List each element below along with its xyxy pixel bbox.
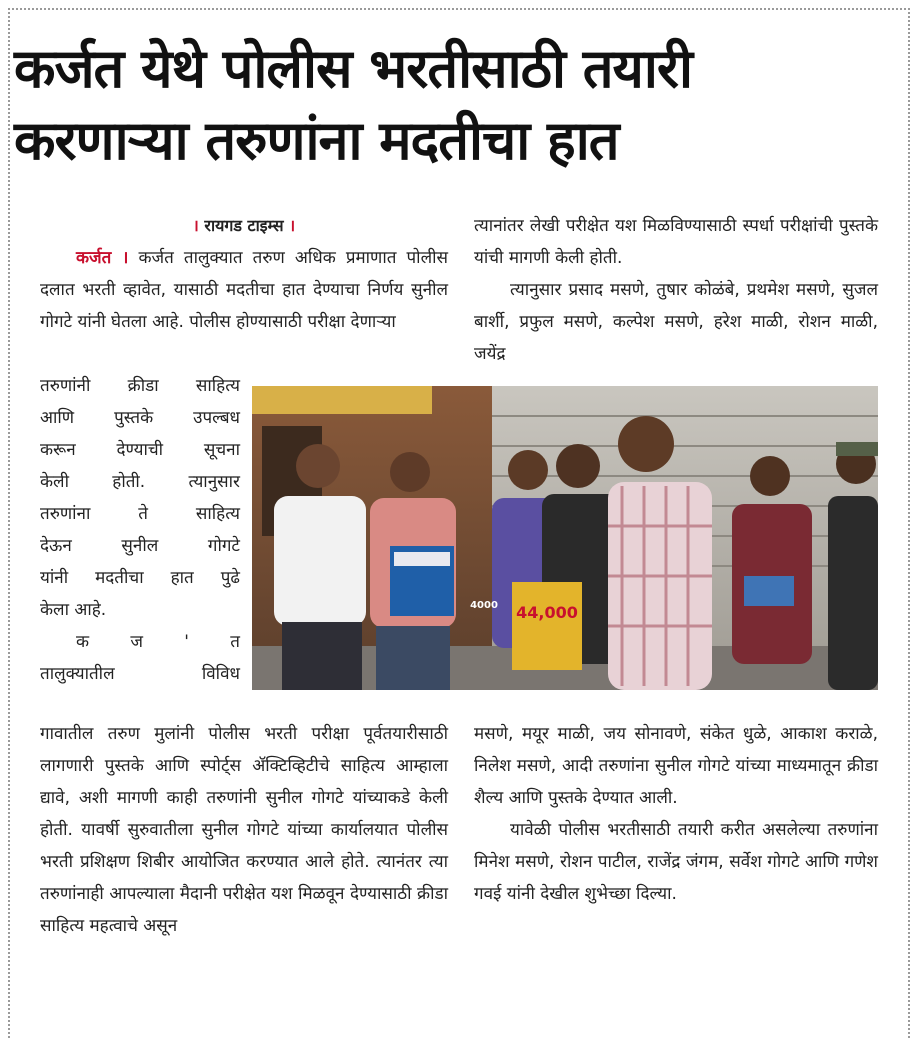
paragraph-2-wrap xyxy=(40,626,240,690)
news-photo xyxy=(252,386,878,690)
wrap-line: करून देण्याची सूचना xyxy=(40,440,240,460)
wrap-line: केली होती. त्यानुसार xyxy=(40,472,240,492)
wrap-line: आणि पुस्तके उपल्बध xyxy=(40,408,240,428)
book-cover-number: 44,000 xyxy=(516,603,578,622)
byline-source: रायगड टाइम्स xyxy=(204,216,284,235)
right-paragraph-1: त्यानांतर लेखी परीक्षेत यश मिळविण्यासाठी स्पर्धा परीक्षांची पुस्तके यांची मागणी केली होती. xyxy=(474,216,878,268)
wrap-line: तरुणांना ते साहित्य xyxy=(40,504,240,524)
right-paragraph-2: त्यानुसार प्रसाद मसणे, तुषार कोळंबे, प्रथमेश मसणे, सुजल बार्शी, प्रफुल मसणे, कल्पेश मसणे, हरेश माळी, रोशन माळी, जयेंद्र xyxy=(474,280,878,364)
wrap-line: क ज ' त xyxy=(76,632,240,652)
paragraph-1-wrap xyxy=(40,370,240,626)
right-paragraph-3: यावेळी पोलीस भरतीसाठी तयारी करीत असलेल्या तरुणांना मिनेश मसणे, रोशन पाटील, राजेंद्र जंगम, सर्वेश गोगटे आणि गणेश गवई यांनी देखील शुभेच्छा दिल्या. xyxy=(474,820,878,904)
wrap-line: देऊन सुनील गोगटे xyxy=(40,536,240,556)
wrap-line: तालुक्यातील विविध xyxy=(40,664,240,684)
left-column-wrap xyxy=(40,370,240,690)
left-column-bottom xyxy=(40,718,448,942)
headline-line-1: कर्जत येथे पोलीस भरतीसाठी तयारी xyxy=(14,37,692,100)
book-cover-number-2: 4000 xyxy=(470,600,498,611)
right-paragraph-2-cont: मसणे, मयूर माळी, जय सोनावणे, संकेत धुळे, आकाश कराळे, निलेश मसणे, आदी तरुणांना सुनील गोगटे यांच्या माध्यमातून क्रीडा शैल्य आणि पुस्तके देण्यात आली. xyxy=(474,724,878,808)
paragraph-2-rest: गावातील तरुण मुलांनी पोलीस भरती परीक्षा पूर्वतयारीसाठी लागणारी पुस्तके आणि स्पोर्ट्स ॲक्टिव्हिटीचे साहित्य आम्हाला द्यावे, अशी मागणी काही तरुणांनी सुनील गोगटे यांच्याकडे केली होती. यावर्षी सुरुवातीला सुनील गोगटे यांच्या कार्यालयात पोलीस भरती प्रशिक्षण शिबीर आयोजित करण्यात आले होते. त्यानंतर त्या तरुणांनाही आपल्याला मैदानी परीक्षेत यश मिळवून देण्यासाठी क्रीडा साहित्य महत्वाचे असून xyxy=(40,724,448,936)
photo-illustration xyxy=(252,386,878,690)
right-column-bottom xyxy=(474,718,878,910)
paragraph-1: कर्जत । कर्जत तालुक्यात तरुण अधिक प्रमाणात पोलीस दलात भरती व्हावेत, यासाठी मदतीचा हात देण्याचा निर्णय सुनील गोगटे यांनी घेतला आहे. पोलीस होण्यासाठी परीक्षा देणाऱ्या xyxy=(40,248,448,332)
left-column-top xyxy=(40,210,448,338)
byline: । रायगड टाइम्स । xyxy=(192,216,296,235)
wrap-line: तरुणांनी क्रीडा साहित्य xyxy=(40,376,240,396)
wrap-line: केला आहे. xyxy=(40,600,107,620)
headline xyxy=(14,34,904,178)
dateline: कर्जत । xyxy=(76,248,129,268)
wrap-line: यांनी मदतीचा हात पुढे xyxy=(40,568,240,588)
headline-line-2: करणाऱ्या तरुणांना मदतीचा हात xyxy=(14,109,619,172)
right-column-top xyxy=(474,210,878,370)
